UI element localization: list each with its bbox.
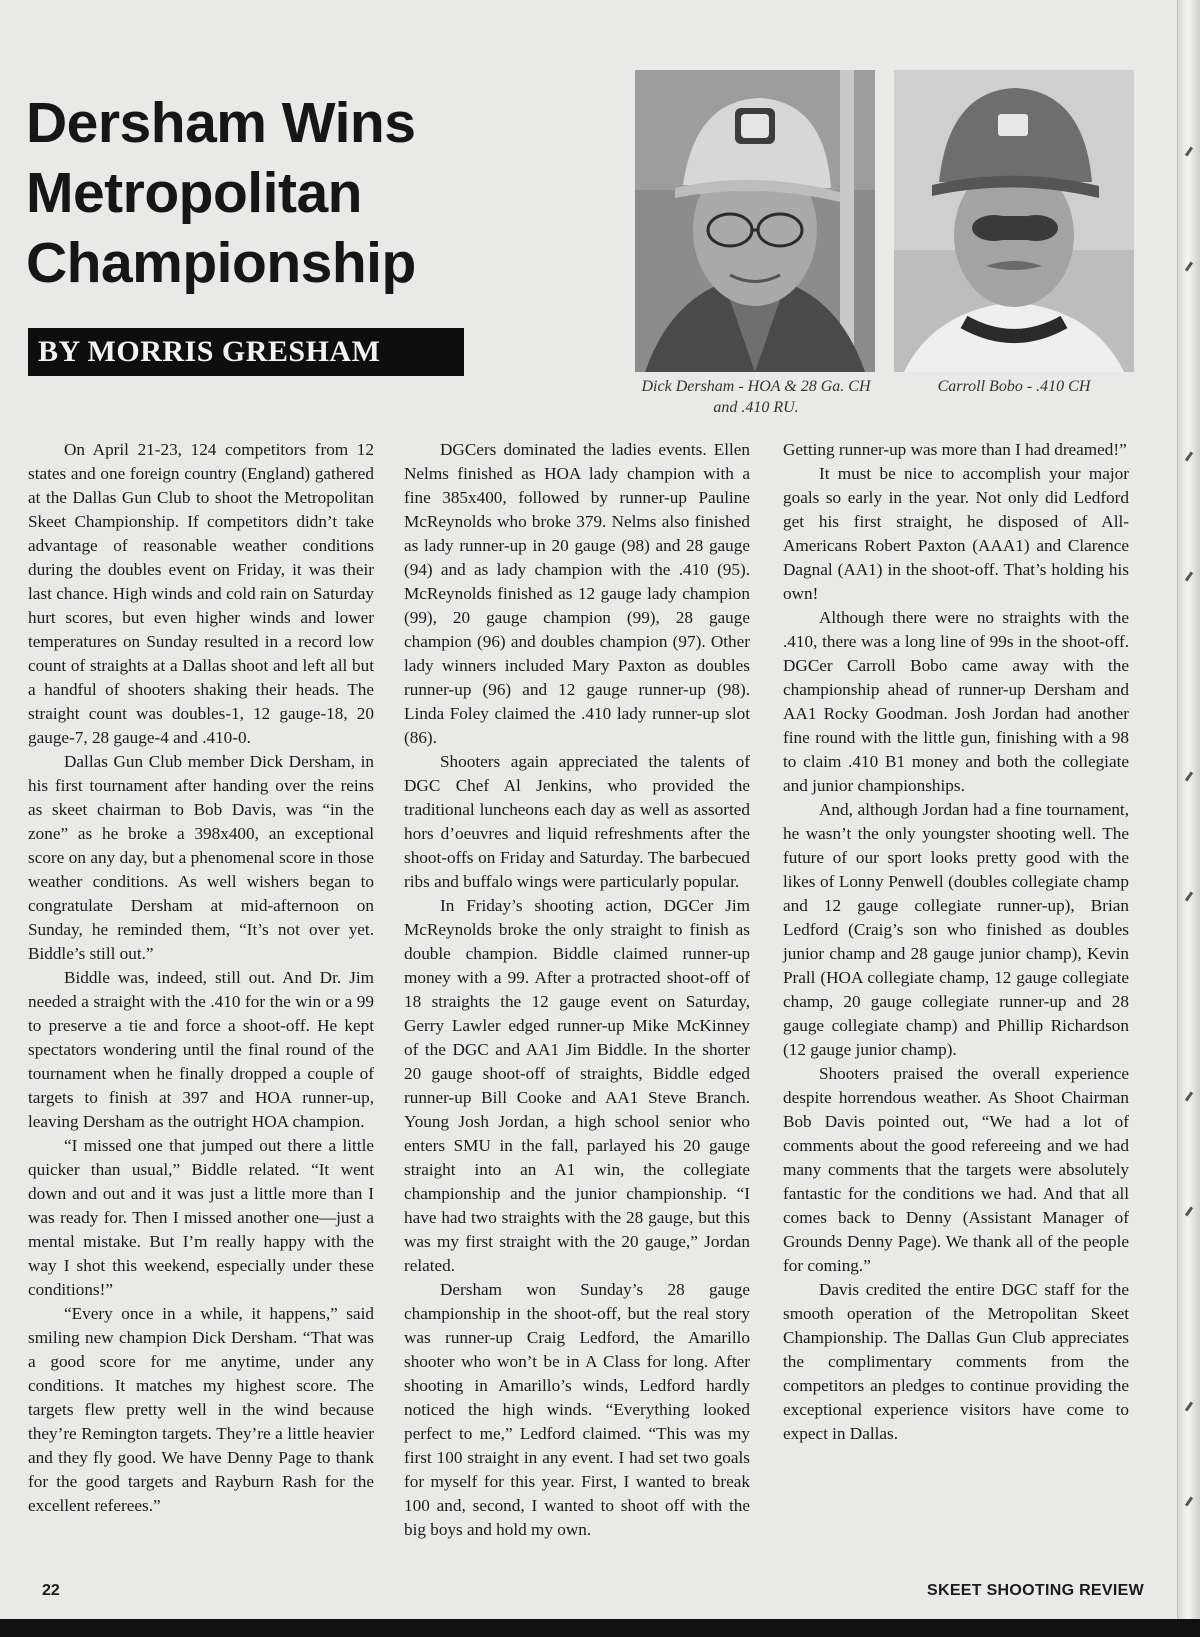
edge-mark xyxy=(1185,572,1193,582)
edge-mark xyxy=(1185,772,1193,782)
article-paragraph: Dersham won Sunday’s 28 gauge championship in the shoot-off, but the real story was runner-up Craig Ledford, the Amarillo shooter who won’t be in A Class for long. After shooting in Amarillo’s winds, Ledford hardly noticed the high winds. “Everything looked perfect to me,” Ledford claimed. “This was my first 100 straight in any event. I had set two goals for myself for this year. First, I wanted to break 100 and, second, I wanted to shoot off with the big boys and hold my own. xyxy=(404,1280,750,1539)
article-paragraph: Getting runner-up was more than I had dreamed!” xyxy=(783,440,1127,459)
edge-mark xyxy=(1185,147,1193,157)
article-paragraph: And, although Jordan had a fine tournament, he wasn’t the only youngster shooting well. The future of our sport looks pretty good with the likes of Lonny Penwell (doubles collegiate champ and 12 gauge collegiate runner-up), Brian Ledford (Craig’s son who finished as doubles junior champ and 28 gauge junior champ), Kevin Prall (HOA collegiate champ, 12 gauge collegiate champ, 20 gauge collegiate runner-up and 28 gauge collegiate champ) and Phillip Richardson (12 gauge junior champ). xyxy=(783,800,1129,1059)
article-paragraph: On April 21-23, 124 competitors from 12 states and one foreign country (England) gathered at the Dallas Gun Club to shoot the Metropolitan Skeet Championship. If competitors didn’t take advantage of reasonable weather conditions during the doubles event on Friday, it was their last chance. High winds and cold rain on Saturday hurt scores, but even higher winds and lower temperatures on Sunday resulted in a record low count of straights at a Dallas shoot and left all but a handful of shooters shaking their heads. The straight count was doubles-1, 12 gauge-18, 20 gauge-7, 28 gauge-4 and .410-0. xyxy=(28,440,374,747)
article-paragraph: “Every once in a while, it happens,” said smiling new champion Dick Dersham. “That was a good score for me anytime, under any conditions. It matches my highest score. The targets flew pretty well in the wind because they’re Remington targets. They’re a little heavier and they fly good. We have Denny Page to thank for the good targets and Rayburn Rash for the excellent referees.” xyxy=(28,1304,374,1515)
photo-caption: Dick Dersham - HOA & 28 Ga. CH and .410 RU. xyxy=(641,378,871,416)
article-column-3 xyxy=(783,438,1129,1446)
photo-caption: Carroll Bobo - .410 CH xyxy=(937,378,1091,395)
edge-mark xyxy=(1185,452,1193,462)
article-paragraph: Dallas Gun Club member Dick Dersham, in his first tournament after handing over the reins as skeet chairman to Bob Davis, was “in the zone” as he broke a 398x400, an exceptional score on any day, but a phenomenal score in those weather conditions. As well wishers began to congratulate Dersham at mid-afternoon on Sunday, he reminded them, “It’s not over yet. Biddle’s still out.” xyxy=(28,752,374,963)
edge-mark xyxy=(1185,1207,1193,1217)
article-title: Dersham Wins Metropolitan Championship xyxy=(26,91,416,295)
edge-mark xyxy=(1185,1092,1193,1102)
photo-carroll-bobo xyxy=(894,70,1134,372)
article-paragraph: In Friday’s shooting action, DGCer Jim McReynolds broke the only straight to finish as double champion. Biddle claimed runner-up money with a 99. After a protracted shoot-off of 18 straights the 12 gauge event on Saturday, Gerry Lawler edged runner-up Mike McKinney of the DGC and AA1 Jim Biddle. In the shorter 20 gauge shoot-off of straights, Biddle edged runner-up Bill Cooke and AA1 Steve Branch. Young Josh Jordan, a high school senior who enters SMU in the fall, parlayed his 20 gauge straight into an A1 win, the collegiate championship and the junior championship. “I have had two straights with the 28 gauge, but this was my first straight with the 20 gauge,” Jordan related. xyxy=(404,896,750,1275)
page-binding-edge xyxy=(1177,0,1200,1637)
byline: BY MORRIS GRESHAM xyxy=(28,328,464,376)
article-paragraph: Shooters praised the overall experience despite horrendous weather. As Shoot Chairman Bob Davis pointed out, “We had a lot of comments about the good refereeing and we had many comments that the targets were absolutely fantastic for the conditions we had. And that all comes back to Denny (Assistant Manager of Grounds Denny Page). We thank all of the people for coming.” xyxy=(783,1064,1129,1275)
article-paragraph: Biddle was, indeed, still out. And Dr. Jim needed a straight with the .410 for the win or a 99 to preserve a tie and force a shoot-off. He kept spectators wondering until the final round of the tournament when he finally dropped a couple of targets to finish at 397 and HOA runner-up, leaving Dersham as the outright HOA champion. xyxy=(28,968,374,1131)
page-bottom-border xyxy=(0,1619,1200,1637)
article-paragraph: DGCers dominated the ladies events. Ellen Nelms finished as HOA lady champion with a fine 385x400, followed by runner-up Pauline McReynolds who broke 379. Nelms also finished as lady runner-up in 20 gauge (98) and 28 gauge (94) and as lady champion with the .410 (95). McReynolds finished as 12 gauge lady champion (99), 20 gauge champion (99), 28 gauge champion (96) and doubles champion (97). Other lady winners included Mary Paxton as doubles runner-up (96) and 12 gauge runner-up (98). Linda Foley claimed the .410 lady runner-up slot (86). xyxy=(404,440,750,747)
portrait-photo-icon xyxy=(894,70,1134,372)
photo-dick-dersham xyxy=(635,70,875,372)
magazine-name: SKEET SHOOTING REVIEW xyxy=(927,1582,1144,1599)
portrait-photo-icon xyxy=(635,70,875,372)
article-column-1 xyxy=(28,438,374,1518)
article-paragraph: “I missed one that jumped out there a little quicker than usual,” Biddle related. “It went down and out and it was just a little more than I was ready for. Then I missed another one—just a mental mistake. But I’m really happy with the way I shot this weekend, especially under these conditions!” xyxy=(28,1136,374,1299)
edge-mark xyxy=(1185,1497,1193,1507)
edge-mark xyxy=(1185,892,1193,902)
page-number: 22 xyxy=(42,1582,60,1599)
edge-mark xyxy=(1185,1402,1193,1412)
article-paragraph: It must be nice to accomplish your major goals so early in the year. Not only did Ledford get his first straight, he disposed of All-Americans Robert Paxton (AAA1) and Clarence Dagnal (AA1) in the shoot-off. That’s holding his own! xyxy=(783,464,1129,603)
edge-mark xyxy=(1185,262,1193,272)
article-paragraph: Davis credited the entire DGC staff for the smooth operation of the Metropolitan Skeet Championship. The Dallas Gun Club appreciates the complimentary comments from the competitors an pledges to continue providing the exceptional experience visitors have come to expect in Dallas. xyxy=(783,1280,1129,1443)
article-column-2 xyxy=(404,438,750,1542)
article-paragraph: Although there were no straights with the .410, there was a long line of 99s in the shoot-off. DGCer Carroll Bobo came away with the championship ahead of runner-up Dersham and AA1 Rocky Goodman. Josh Jordan had another fine round with the little gun, finishing with a 98 to claim .410 B1 money and both the collegiate and junior championships. xyxy=(783,608,1129,795)
article-paragraph: Shooters again appreciated the talents of DGC Chef Al Jenkins, who provided the traditional luncheons each day as well as assorted hors d’oeuvres and liquid refreshments after the shoot-offs on Friday and Saturday. The barbecued ribs and buffalo wings were particularly popular. xyxy=(404,752,750,891)
